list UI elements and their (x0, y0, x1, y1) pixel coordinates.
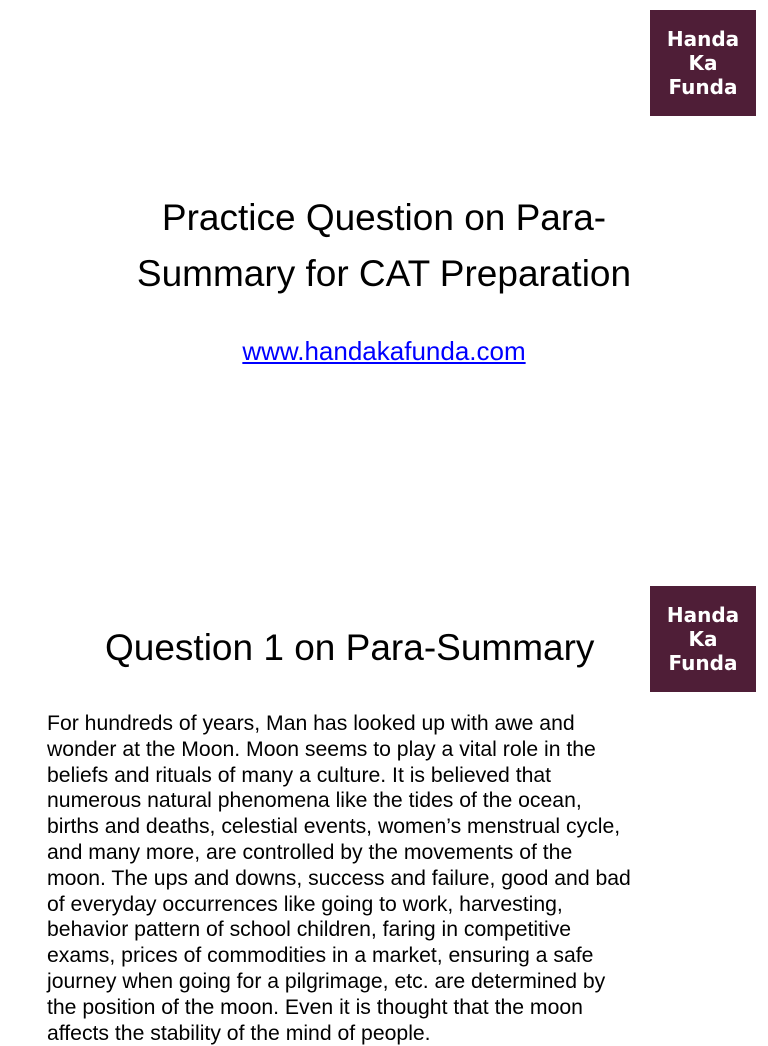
paragraph-line: numerous natural phenomena like the tides of the ocean, (47, 789, 582, 813)
logo-line-2: Ka (688, 627, 718, 651)
question-title: Question 1 on Para-Summary (105, 627, 595, 668)
paragraph-line: the position of the moon. Even it is thought that the moon (47, 995, 583, 1019)
paragraph-line: journey when going for a pilgrimage, etc. are determined by (47, 969, 606, 993)
title-line-1: Practice Question on Para- (161, 197, 607, 238)
paragraph-line: wonder at the Moon. Moon seems to play a vital role in the (47, 737, 596, 761)
paragraph-line: and many more, are controlled by the movements of the (47, 840, 573, 864)
paragraph-line: affects the stability of the mind of people. (47, 1021, 431, 1045)
slide-question-1 (0, 576, 768, 1045)
handa-ka-funda-logo (650, 586, 756, 692)
paragraph-line: For hundreds of years, Man has looked up with awe and (47, 712, 575, 735)
handa-ka-funda-logo (650, 10, 756, 116)
logo-line-3: Funda (668, 651, 738, 675)
paragraph-line: exams, prices of commodities in a market, ensuring a safe (47, 944, 594, 968)
logo-line-1: Handa (666, 27, 740, 51)
slide-title-heading (60, 190, 708, 302)
website-link[interactable]: www.handakafunda.com (242, 336, 526, 366)
paragraph-line: moon. The ups and downs, success and failure, good and bad (47, 866, 631, 890)
question-paragraph (47, 711, 737, 1046)
paragraph-line: behavior pattern of school children, faring in competitive (47, 918, 572, 942)
logo-line-3: Funda (668, 75, 738, 99)
paragraph-line: births and deaths, celestial events, women’s menstrual cycle, (47, 815, 621, 839)
logo-line-2: Ka (688, 51, 718, 75)
title-line-2: Summary for CAT Preparation (136, 253, 632, 294)
logo-line-1: Handa (666, 603, 740, 627)
website-link-container (0, 333, 768, 369)
paragraph-line: beliefs and rituals of many a culture. It is believed that (47, 763, 552, 787)
paragraph-line: of everyday occurrences like going to work, harvesting, (47, 892, 563, 916)
